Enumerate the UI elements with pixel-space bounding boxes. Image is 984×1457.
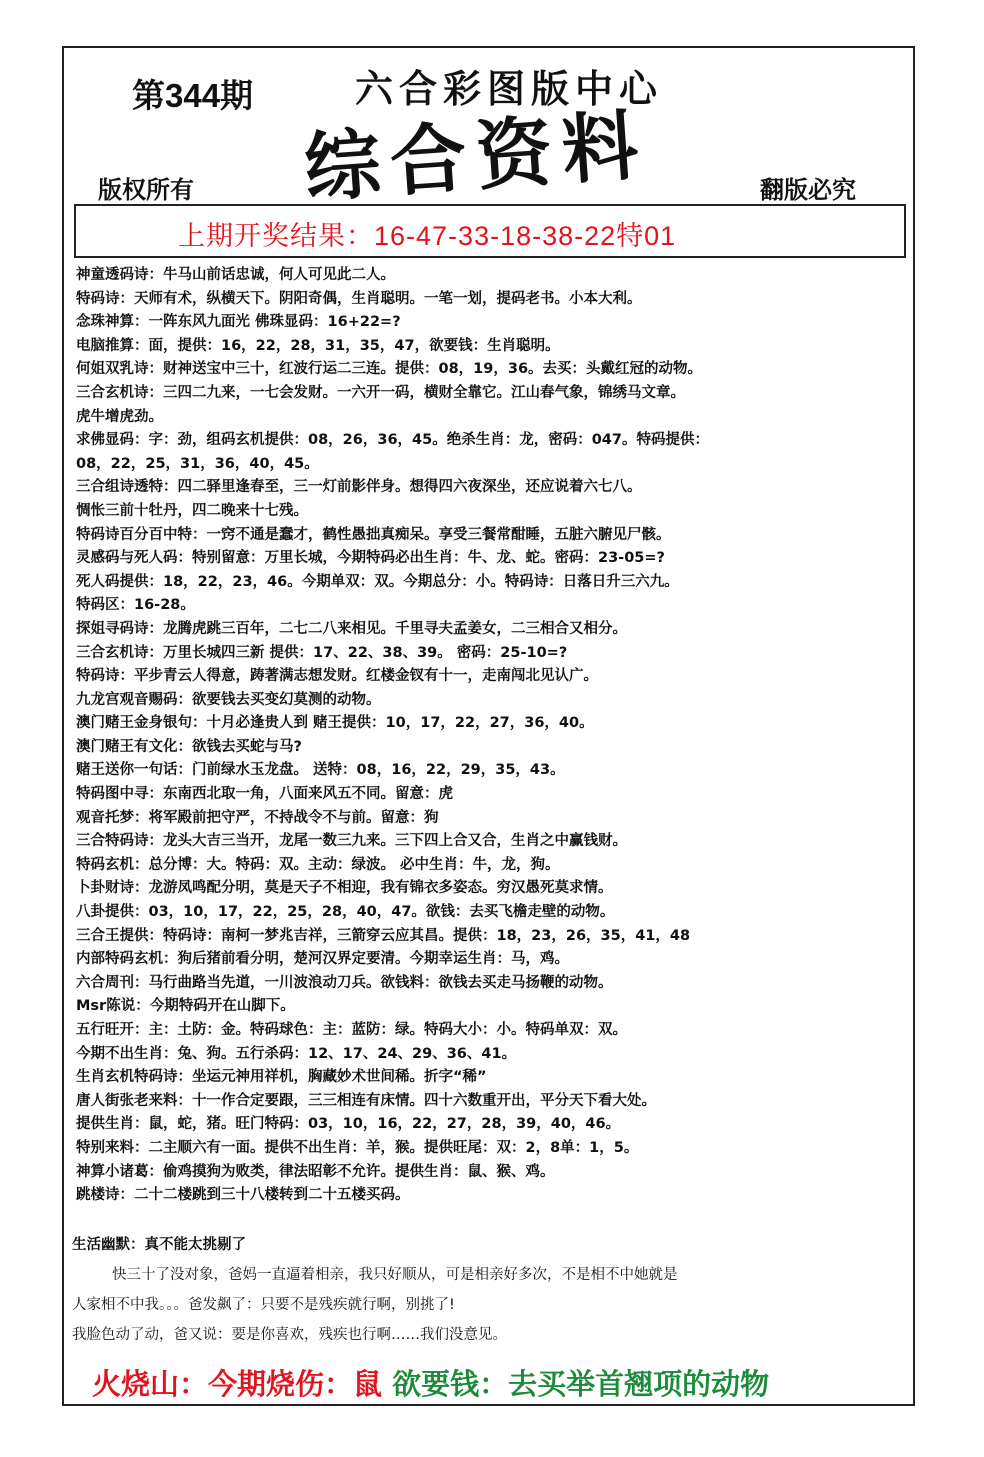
content-line: 跳楼诗：二十二楼跳到三十八楼转到二十五楼买码。 — [76, 1187, 410, 1204]
content-lines — [76, 264, 906, 1208]
content-line: 探姐寻码诗：龙腾虎跳三百年，二七二八来相见。千里寻夫孟姜女，二三相合又相分。 — [76, 620, 627, 637]
last-result: 上期开奖结果：16-47-33-18-38-22特01 — [178, 221, 677, 251]
content-line: Msr陈说：今期特码开在山脚下。 — [76, 998, 295, 1015]
content-line: 九龙宫观音赐码：欲要钱去买变幻莫测的动物。 — [76, 691, 381, 708]
content-line: 八卦提供：03，10，17，22，25，28，40，47。欲钱：去买飞檐走壁的动物。 — [76, 904, 615, 921]
main-title: 综合资料 — [301, 100, 651, 214]
content-line: 澳门赌王有文化：欲钱去买蛇与马? — [76, 738, 302, 755]
content-line: 三合玄机诗：三四二九来，一七会发财。一六开一码，横财全靠它。江山春气象，锦绣马文章。 — [76, 384, 685, 401]
issue-number: 第344期 — [132, 77, 254, 114]
content-line: 08，22，25，31，36，40，45。 — [76, 455, 319, 472]
content-line: 五行旺开：主：土防：金。特码球色：主：蓝防：绿。特码大小：小。特码单双：双。 — [76, 1022, 627, 1038]
content-line: 三合王提供：特码诗：南柯一梦兆吉祥，三箭穿云应其昌。提供：18，23，26，35，41，48 — [76, 927, 691, 944]
content-line: 念珠神算：一阵东风九面光 佛珠显码：16+22=? — [76, 314, 401, 331]
content-line: 六合周刊：马行曲路当先道，一川波浪动刀兵。欲钱料：欲钱去买走马扬鞭的动物。 — [76, 974, 613, 991]
content-line: 虎牛增虎劲。 — [76, 408, 163, 425]
bottom-banner-right: 欲要钱：去买举首翘项的动物 — [392, 1367, 770, 1401]
content-line: 死人码提供：18，22，23，46。今期单双：双。今期总分：小。特码诗：日落日升三六九。 — [76, 573, 679, 590]
content-line: 生肖玄机特码诗：坐运元神用祥机，胸藏妙术世间稀。折字“稀” — [76, 1069, 487, 1086]
content-line: 今期不出生肖：兔、狗。五行杀码：12、17、24、29、36、41。 — [76, 1045, 517, 1062]
content-line: 神算小诸葛：偷鸡摸狗为败类，律法昭彰不允许。提供生肖：鼠、猴、鸡。 — [76, 1163, 555, 1180]
humor-title: 生活幽默：真不能太挑剔了 — [72, 1237, 246, 1253]
humor-paragraph: 人家相不中我。。。爸发飙了：只要不是残疾就行啊，别挑了! — [72, 1297, 455, 1313]
content-line: 特别来料：二主顺六有一面。提供不出生肖：羊，猴。提供旺尾：双：2，8单：1，5。 — [76, 1139, 639, 1156]
content-line: 澳门赌王金身银句：十月必逢贵人到 赌王提供：10，17，22，27，36，40。 — [76, 715, 594, 732]
content-line: 三合玄机诗：万里长城四三新 提供：17、22、38、39。 密码：25-10=? — [76, 644, 568, 661]
content-line: 观音托梦：将军殿前把守严，不持战令不与前。留意：狗 — [76, 809, 439, 826]
content-line: 特码诗百分百中特：一窍不通是蠢才，鹤性愚拙真痴呆。享受三餐常酣睡，五脏六腑见尸骸。 — [76, 526, 671, 543]
content-line: 求佛显码：字：劲，组码玄机提供：08，26，36，45。绝杀生肖：龙，密码：047。特码提供： — [76, 432, 709, 449]
content-line: 内部特码玄机：狗后猪前看分明，楚河汉界定要清。今期幸运生肖：马，鸡。 — [76, 951, 569, 968]
content-line: 特码图中寻：东南西北取一角，八面来风五不同。留意：虎 — [76, 786, 453, 803]
content-line: 灵感码与死人码：特别留意：万里长城，今期特码必出生肖：牛、龙、蛇。密码：23-05=? — [76, 550, 665, 567]
humor-paragraph: 快三十了没对象，爸妈一直逼着相亲，我只好顺从，可是相亲好多次，不是相不中她就是 — [112, 1267, 678, 1283]
content-line: 三合特码诗：龙头大吉三当开，龙尾一数三九来。三下四上合又合，生肖之中赢钱财。 — [76, 833, 627, 850]
humor-paragraph: 我脸色动了动，爸又说：要是你喜欢，残疾也行啊……我们没意见。 — [72, 1327, 507, 1343]
content-line: 卜卦财诗：龙游凤鸣配分明，莫是天子不相迎，我有锦衣多姿态。穷汉愚死莫求情。 — [76, 880, 613, 897]
bottom-banner — [92, 1362, 769, 1403]
copyright-right: 翻版必究 — [760, 175, 856, 204]
copyright-left: 版权所有 — [98, 175, 194, 204]
content-line: 唐人街张老来料：十一作合定要跟，三三相连有床情。四十六数重开出，平分天下看大处。 — [76, 1092, 656, 1109]
content-line: 何姐双乳诗：财神送宝中三十，红波行运二三连。提供：08，19，36。去买：头戴红冠的动物。 — [76, 361, 703, 378]
content-line: 特码玄机：总分博：大。特码：双。主动：绿波。 必中生肖：牛，龙，狗。 — [76, 856, 560, 873]
content-line: 提供生肖：鼠，蛇，猪。旺门特码：03，10，16，22，27，28，39，40，46。 — [76, 1116, 621, 1133]
content-line: 电脑推算：面，提供：16，22，28，31，35，47，欲要钱：生肖聪明。 — [76, 337, 560, 354]
publisher-title: 六合彩图版中心 — [355, 66, 664, 111]
content-line: 惆怅三前十牡丹，四二晚来十七残。 — [76, 502, 308, 519]
humor-section — [72, 1230, 902, 1350]
content-line: 特码诗：天师有术，纵横天下。阴阳奇偶，生肖聪明。一笔一划，提码老书。小本大利。 — [76, 290, 642, 307]
content-line: 赌王送你一句话：门前绿水玉龙盘。 送特：08，16，22，29，35，43。 — [76, 762, 565, 779]
content-line: 神童透码诗：牛马山前话忠诚，何人可见此二人。 — [76, 267, 395, 283]
content-line: 特码区：16-28。 — [76, 597, 195, 614]
content-line: 特码诗：平步青云人得意，踌著满志想发财。红楼金钗有十一，走南闯北见认广。 — [76, 668, 598, 685]
bottom-banner-left: 火烧山：今期烧伤：鼠 — [92, 1367, 383, 1401]
content-line: 三合组诗透特：四二驿里逢春至，三一灯前影伴身。想得四六夜深坐，还应说着六七八。 — [76, 479, 642, 496]
